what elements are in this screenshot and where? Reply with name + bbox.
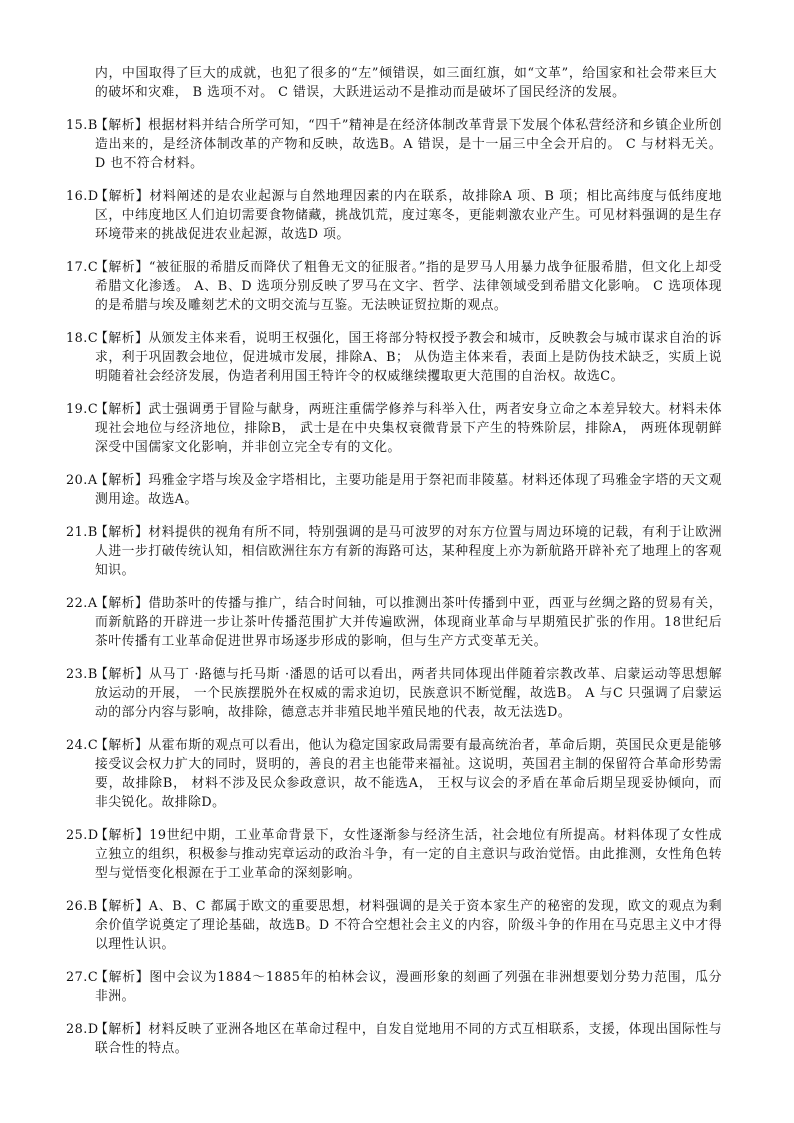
item-number: 25.D (66, 828, 99, 843)
item-number: 19.C (66, 402, 99, 417)
item-explanation: 【解析】A、B、C 都属于欧文的重要思想，材料强调的是关于资本家生产的秘密的发现，欧文的观点为剩余价值学说奠定了理论基础，故选B。D 不符合空想社会主义的内容，阶级斗争的作用在马克思主义中才得以理性认识。 (95, 899, 722, 952)
answer-item-23 (66, 665, 722, 722)
answer-item-19 (66, 400, 722, 457)
item-number: 17.C (66, 260, 99, 275)
item-number: 28.D (66, 1022, 99, 1037)
item-explanation: 【解析】借助茶叶的传播与推广，结合时间轴，可以推测出茶叶传播到中亚，西亚与丝绸之路的贸易有关，而新航路的开辟进一步让茶叶传播范围扩大并传遍欧洲，体现商业革命与早期殖民扩张的作用。18世纪后茶叶传播有工业革命促进世界市场逐步形成的影响，但与生产方式变革无关。 (95, 596, 722, 649)
item-explanation: 【解析】根据材料并结合所学可知，“四千”精神是在经济体制改革背景下发展个体私营经济和乡镇企业所创造出来的，是经济体制改革的产物和反映，故选B。A 错误，是十一届三中全会开启的。 C 与材料无关。 D 也不符合材料。 (95, 118, 722, 171)
item-number: 18.C (66, 331, 99, 346)
item-explanation: 【解析】武士强调勇于冒险与献身，两班注重儒学修养与科举入仕，两者安身立命之本差异较大。材料未体现社会地位与经济地位，排除B， 武士是在中央集权衰微背景下产生的特殊阶层，排除A， 两班体现朝鲜深受中国儒家文化影响，并非创立完全专有的文化。 (95, 402, 722, 455)
answer-item-17 (66, 258, 722, 315)
answer-item-25 (66, 826, 722, 883)
item-explanation: 【解析】材料反映了亚洲各地区在革命过程中，自发自觉地用不同的方式互相联系，支援，体现出国际性与联合性的特点。 (95, 1022, 722, 1056)
item-explanation: 【解析】材料阐述的是农业起源与自然地理因素的内在联系，故排除A 项、B 项；相比高纬度与低纬度地区，中纬度地区人们迫切需要食物储藏，挑战饥荒，度过寒冬，更能刺激农业产生。可见材料强调的是生存环境带来的挑战促进农业起源，故选D 项。 (95, 189, 722, 242)
item-explanation: 【解析】从马丁 ·路德与托马斯 ·潘恩的话可以看出，两者共同体现出伴随着宗教改革、启蒙运动等思想解放运动的开展， 一个民族摆脱外在权威的需求迫切，民族意识不断觉醒，故选B。 A 与C 只强调了启蒙运动的部分内容与影响，故排除，德意志并非殖民地半殖民地的代表，故无法选D。 (95, 667, 722, 720)
answer-item-18 (66, 329, 722, 386)
item-explanation: 【解析】玛雅金字塔与埃及金字塔相比，主要功能是用于祭祀而非陵墓。材料还体现了玛雅金字塔的天文观测用途。故选A。 (95, 473, 722, 507)
item-number: 21.B (66, 525, 98, 540)
item-number: 20.A (66, 473, 98, 488)
answer-item-21 (66, 523, 722, 580)
item-explanation: 【解析】从颁发主体来看，说明王权强化，国王将部分特权授予教会和城市，反映教会与城市谋求自治的诉求，利于巩固教会地位，促进城市发展，排除A、B； 从伪造主体来看，表面上是防伪技术缺乏，实质上说明随着社会经济发展，伪造者利用国王特许令的权威继续攫取更大范围的自治权。故选C。 (95, 331, 722, 384)
item-number: 23.B (66, 667, 98, 682)
continuation-paragraph: 内，中国取得了巨大的成就，也犯了很多的“左”倾错误，如三面红旗，如“文革”，给国家和社会带来巨大的破坏和灾难， B 选项不对。 C 错误，大跃进运动不是推动而是破坏了国民经济的发展。 (95, 66, 717, 100)
item-explanation: 【解析】材料提供的视角有所不同，特别强调的是马可波罗的对东方位置与周边环境的记载，有利于让欧洲人进一步打破传统认知，相信欧洲往东方有新的海路可达，某种程度上亦为新航路开辟补充了地理上的客观知识。 (95, 525, 722, 578)
answer-item-27 (66, 968, 722, 1006)
answer-item-22 (66, 594, 722, 651)
item-number: 22.A (66, 596, 98, 611)
item-explanation: 【解析】图中会议为1884～1885年的柏林会议，漫画形象的刻画了列强在非洲想要划分势力范围，瓜分非洲。 (95, 970, 722, 1004)
answer-item-28 (66, 1020, 722, 1058)
item-number: 26.B (66, 899, 98, 914)
answer-item-20 (66, 471, 722, 509)
item-number: 24.C (66, 738, 99, 753)
item-explanation: 【解析】19世纪中期，工业革命背景下，女性逐渐参与经济生活，社会地位有所提高。材料体现了女性成立独立的组织，积极参与推动宪章运动的政治斗争，有一定的自主意识与政治觉悟。由此推测，女性角色转型与觉悟变化根源在于工业革命的深刻影响。 (95, 828, 722, 881)
item-number: 15.B (66, 118, 98, 133)
answer-item-16 (66, 187, 722, 244)
item-explanation: 【解析】从霍布斯的观点可以看出，他认为稳定国家政局需要有最高统治者，革命后期，英国民众更是能够接受议会权力扩大的同时，贤明的，善良的君主也能带来福祉。这说明，英国君主制的保留符合革命形势需要，故排除B， 材料不涉及民众参政意识，故不能选A， 王权与议会的矛盾在革命后期呈现妥协倾向，而非尖锐化。故排除D。 (95, 738, 722, 810)
item-explanation: 【解析】“被征服的希腊反而降伏了粗鲁无文的征服者。”指的是罗马人用暴力战争征服希腊，但文化上却受希腊文化渗透。 A、B、D 选项分别反映了罗马在文字、哲学、法律领域受到希腊文化影响。 C 选项体现的是希腊与埃及雕刻艺术的文明交流与互鉴。无法映证贸拉斯的观点。 (95, 260, 722, 313)
item-number: 27.C (66, 970, 99, 985)
item-number: 16.D (66, 189, 99, 204)
answer-item-15 (66, 116, 722, 173)
answer-item-26 (66, 897, 722, 954)
answer-item-24 (66, 736, 722, 812)
